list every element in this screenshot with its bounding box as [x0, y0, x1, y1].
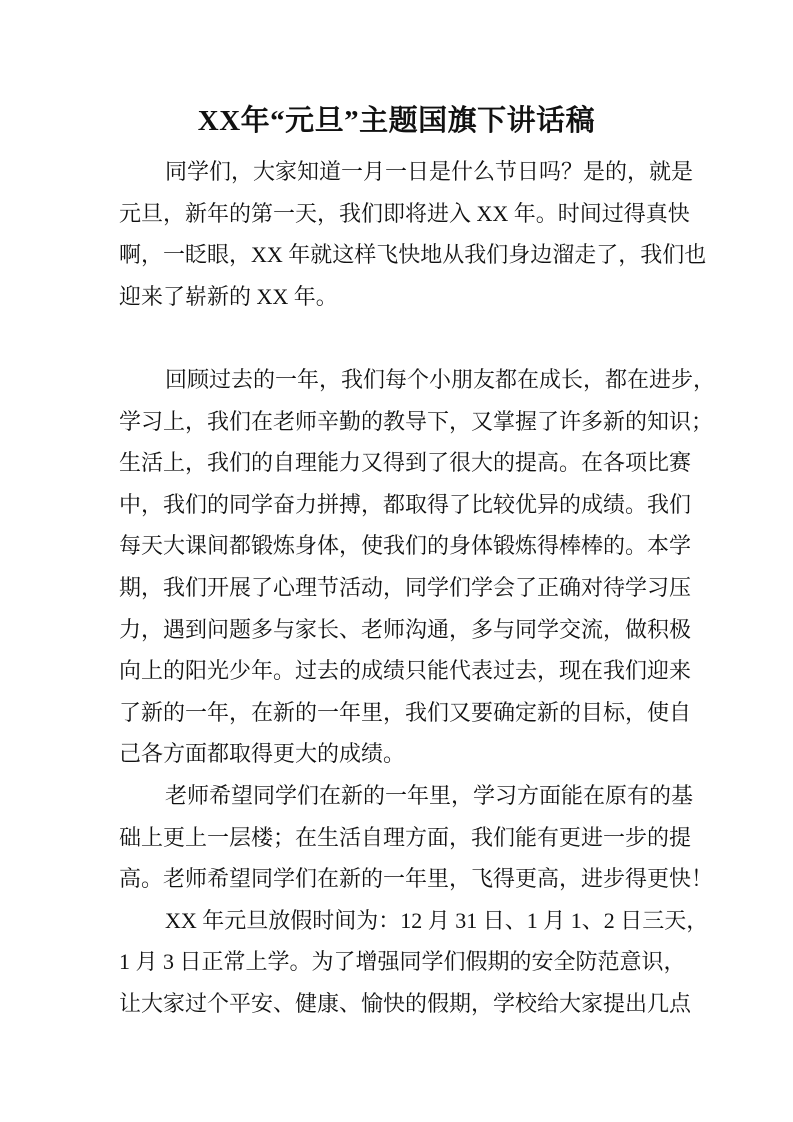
- paragraph-1: [119, 154, 707, 320]
- text-line: 回顾过去的一年，我们每个小朋友都在成长，都在进步，: [165, 366, 716, 392]
- text-line: 期，我们开展了心理节活动，同学们学会了正确对待学习压: [119, 574, 692, 600]
- text-line: 高。老师希望同学们在新的一年里，飞得更高，进步得更快！: [119, 866, 714, 892]
- text-line: 1 月 3 日正常上学。为了增强同学们假期的安全防范意识，: [119, 949, 686, 975]
- text-line: 让大家过个平安、健康、愉快的假期，学校给大家提出几点: [119, 990, 692, 1016]
- text-line: 向上的阳光少年。过去的成绩只能代表过去，现在我们迎来: [119, 658, 692, 684]
- document-body: [119, 154, 716, 1027]
- text-line: 础上更上一层楼；在生活自理方面，我们能有更进一步的提: [119, 824, 692, 850]
- paragraph-3: [119, 778, 714, 903]
- text-line: XX 年元旦放假时间为：12 月 31 日、1 月 1、2 日三天，: [165, 907, 709, 933]
- text-line: 力，遇到问题多与家长、老师沟通，多与同学交流，做积极: [119, 616, 692, 642]
- text-line: 老师希望同学们在新的一年里，学习方面能在原有的基: [165, 782, 694, 808]
- text-line: 同学们，大家知道一月一日是什么节日吗？是的，就是: [165, 159, 694, 184]
- text-line: 元旦，新年的第一天，我们即将进入 XX 年。时间过得真快: [119, 200, 690, 226]
- blank-line: [119, 320, 677, 362]
- text-line: 中，我们的同学奋力拼搏，都取得了比较优异的成绩。我们: [119, 491, 692, 517]
- text-line: 学习上，我们在老师辛勤的教导下，又掌握了许多新的知识；: [119, 408, 714, 434]
- paragraph-4: [119, 903, 709, 1028]
- document-title: XX年“元旦”主题国旗下讲话稿: [197, 105, 596, 137]
- text-line: 己各方面都取得更大的成绩。: [119, 741, 406, 767]
- text-line: 迎来了崭新的 XX 年。: [119, 283, 338, 309]
- text-line: 生活上，我们的自理能力又得到了很大的提高。在各项比赛: [119, 450, 692, 476]
- text-line: 了新的一年，在新的一年里，我们又要确定新的目标，使自: [119, 699, 692, 725]
- text-line: 每天大课间都锻炼身体，使我们的身体锻炼得棒棒的。本学: [119, 533, 692, 559]
- paragraph-2: [119, 362, 716, 778]
- text-line: 啊，一眨眼，XX 年就这样飞快地从我们身边溜走了，我们也: [119, 242, 707, 268]
